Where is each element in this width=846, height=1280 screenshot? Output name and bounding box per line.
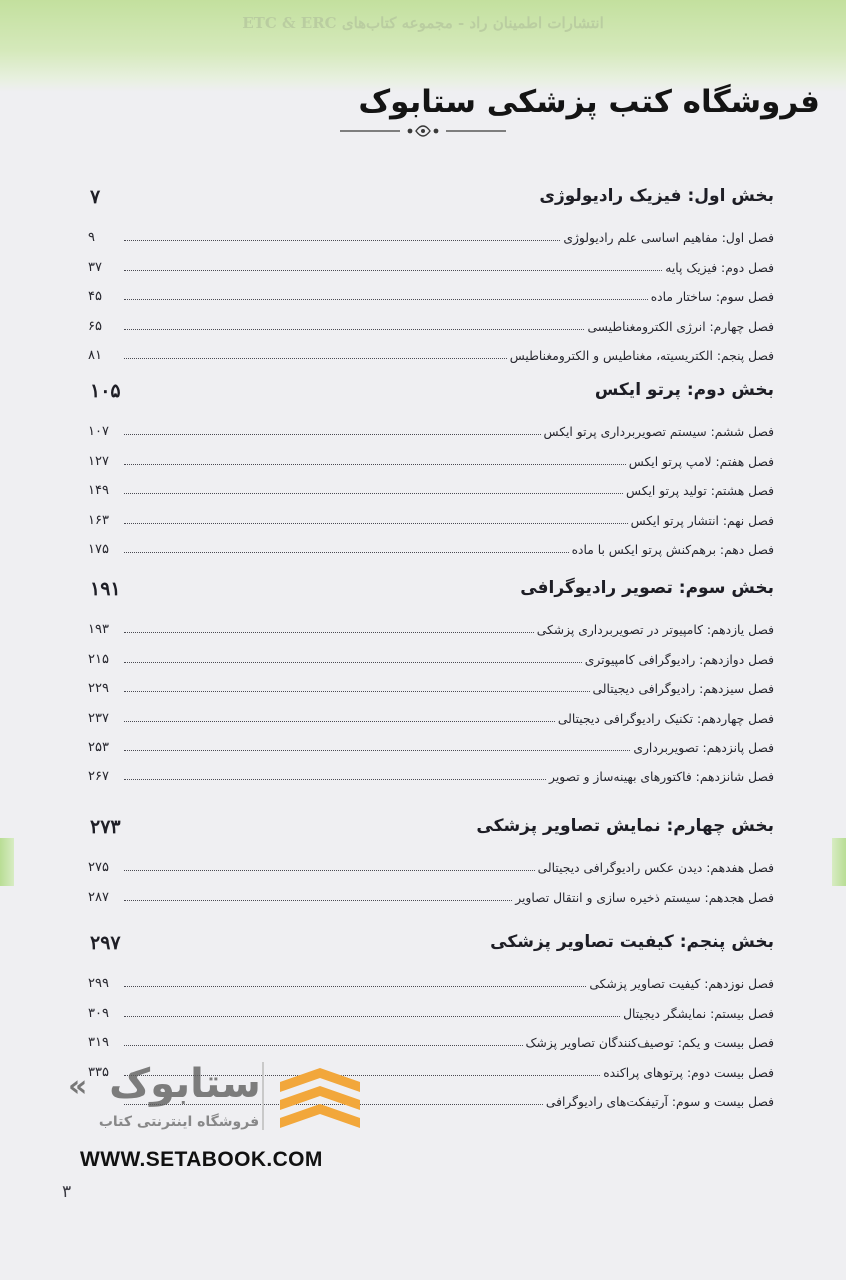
dot-leader <box>124 523 628 524</box>
logo-divider <box>262 1062 264 1130</box>
chapter-title: فصل هجدهم: سیستم ذخیره سازی و انتقال تصاویر <box>515 890 774 905</box>
chapter-page-number: ۱۶۳ <box>88 512 109 528</box>
page-number: ۳ <box>62 1182 72 1202</box>
side-tab-left <box>0 838 14 886</box>
chapter-title: فصل بیست دوم: پرتوهای پراکنده <box>603 1065 774 1080</box>
dot-leader <box>124 329 584 330</box>
chapter-title: فصل پانزدهم: تصویربرداری <box>633 740 774 755</box>
chapter-title: فصل نوزدهم: کیفیت تصاویر پزشکی <box>589 977 774 992</box>
double-chevron-icon: « <box>68 1069 88 1104</box>
chapter-page-number: ۴۵ <box>88 289 102 305</box>
dot-leader <box>124 900 512 901</box>
chapter-title: فصل دهم: برهم‌کنش پرتو ایکس با ماده <box>571 542 774 557</box>
toc-part-4 <box>88 816 774 905</box>
part-title: بخش دوم: پرتو ایکس <box>594 380 774 400</box>
chapter-page-number: ۱۹۳ <box>88 622 109 638</box>
chapter-page-number: ۸۱ <box>88 347 102 363</box>
chapter-page-number: ۲۲۹ <box>88 681 109 697</box>
part-page-number: ۱۰۵ <box>90 380 121 402</box>
dot-leader <box>124 779 546 780</box>
chapter-page-number: ۱۷۵ <box>88 541 109 557</box>
chapter-title: فصل چهارم: انرژی الکترومغناطیسی <box>587 319 774 334</box>
part-title: بخش اول: فیزیک رادیولوژی <box>539 186 774 206</box>
part-heading[interactable] <box>88 578 774 608</box>
toc-chapter-row[interactable] <box>88 439 774 468</box>
toc-chapter-row[interactable] <box>88 1021 774 1050</box>
dot-leader <box>124 870 535 871</box>
chapter-page-number: ۲۶۷ <box>88 769 109 785</box>
toc-chapter-row[interactable] <box>88 334 774 363</box>
chapter-page-number: ۳۰۹ <box>88 1005 109 1021</box>
chapter-page-number: ۲۳۷ <box>88 710 109 726</box>
toc-chapter-row[interactable] <box>88 245 774 274</box>
chapter-page-number: ۳۱۹ <box>88 1035 109 1051</box>
toc-chapter-row[interactable] <box>88 696 774 725</box>
dot-leader <box>124 299 648 300</box>
chapter-title: فصل پنجم: الکتریسیته، مغناطیس و الکترومغناطیس <box>509 348 774 363</box>
part-heading[interactable] <box>88 816 774 846</box>
toc-chapter-row[interactable] <box>88 726 774 755</box>
chapter-title: فصل هشتم: تولید پرتو ایکس <box>626 484 774 499</box>
toc-part-2 <box>88 380 774 557</box>
dot-leader <box>124 358 507 359</box>
toc-chapter-row[interactable] <box>88 846 774 875</box>
chapter-title: فصل اول: مفاهیم اساسی علم رادیولوژی <box>563 231 774 246</box>
chapter-title: فصل یازدهم: کامپیوتر در تصویربرداری پزشکی <box>536 623 774 638</box>
part-title: بخش سوم: تصویر رادیوگرافی <box>520 578 774 598</box>
toc-chapter-row[interactable] <box>88 991 774 1020</box>
logo-url[interactable]: WWW.SETABOOK.COM <box>80 1148 323 1171</box>
toc-part-3 <box>88 578 774 784</box>
chapter-page-number: ۳۳۵ <box>88 1064 109 1080</box>
store-title: فروشگاه کتب پزشکی ستابوک <box>358 84 820 120</box>
logo-wordmark: ستابوک <box>109 1061 261 1107</box>
dot-leader <box>124 1045 523 1046</box>
chapter-title: فصل بیست و سوم: آرتیفکت‌های رادیوگرافی <box>545 1094 774 1109</box>
dot-leader <box>124 662 582 663</box>
toc-part-1 <box>88 186 774 363</box>
chapter-title: فصل هفدهم: دیدن عکس رادیوگرافی دیجیتالی <box>537 861 774 876</box>
toc-chapter-row[interactable] <box>88 875 774 904</box>
part-page-number: ۱۹۱ <box>90 578 121 600</box>
chapter-page-number: ۲۱۵ <box>88 651 109 667</box>
book-stack-icon <box>274 1064 366 1134</box>
setabook-logo[interactable] <box>68 1058 368 1198</box>
chapter-title: فصل دوم: فیزیک پایه <box>665 260 774 275</box>
dot-leader <box>124 464 626 465</box>
toc-chapter-row[interactable] <box>88 498 774 527</box>
chapter-page-number: ۹ <box>88 230 95 246</box>
part-page-number: ۷ <box>90 186 101 208</box>
toc-chapter-row[interactable] <box>88 755 774 784</box>
toc-chapter-row[interactable] <box>88 667 774 696</box>
toc-chapter-row[interactable] <box>88 962 774 991</box>
chapter-title: فصل شانزدهم: فاکتورهای بهینه‌ساز و تصویر <box>549 770 774 785</box>
part-heading[interactable] <box>88 186 774 216</box>
chapter-page-number: ۲۹۹ <box>88 976 109 992</box>
chapter-title: فصل نهم: انتشار پرتو ایکس <box>630 513 774 528</box>
chapter-page-number: ۳۷ <box>88 259 102 275</box>
toc-chapter-row[interactable] <box>88 410 774 439</box>
chapter-title: فصل بیستم: نمایشگر دیجیتال <box>623 1006 774 1021</box>
toc-chapter-row[interactable] <box>88 304 774 333</box>
toc-chapter-row[interactable] <box>88 216 774 245</box>
dot-leader <box>124 1016 620 1017</box>
dot-leader <box>124 493 623 494</box>
chapter-page-number: ۲۸۷ <box>88 889 109 905</box>
logo-subtitle: فروشگاه اینترنتی کتاب <box>98 1114 260 1130</box>
dot-leader <box>124 986 586 987</box>
ornament-divider-icon <box>338 120 508 142</box>
toc-chapter-row[interactable] <box>88 637 774 666</box>
part-page-number: ۲۹۷ <box>90 932 121 954</box>
chapter-title: فصل بیست و یکم: توصیف‌کنندگان تصاویر پزشک <box>525 1036 774 1051</box>
dot-leader <box>124 240 560 241</box>
chapter-title: فصل سوم: ساختار ماده <box>650 290 774 305</box>
toc-chapter-row[interactable] <box>88 469 774 498</box>
publisher-header: انتشارات اطمینان راد - مجموعه کتاب‌های ETC & ERC <box>242 14 604 32</box>
chapter-title: فصل ششم: سیستم تصویربرداری پرتو ایکس <box>543 425 774 440</box>
toc-chapter-row[interactable] <box>88 275 774 304</box>
chapter-page-number: ۱۲۷ <box>88 453 109 469</box>
side-tab-right <box>832 838 846 886</box>
chapter-page-number: ۱۰۷ <box>88 424 109 440</box>
toc-chapter-row[interactable] <box>88 528 774 557</box>
dot-leader <box>124 434 541 435</box>
dot-leader <box>124 552 569 553</box>
chapter-title: فصل چهاردهم: تکنیک رادیوگرافی دیجیتالی <box>557 711 774 726</box>
chapter-page-number: ۶۵ <box>88 318 102 334</box>
part-title: بخش پنجم: کیفیت تصاویر پزشکی <box>490 932 774 952</box>
part-title: بخش چهارم: نمایش تصاویر پزشکی <box>476 816 774 836</box>
dot-leader <box>124 632 534 633</box>
chapter-title: فصل دوازدهم: رادیوگرافی کامپیوتری <box>584 652 774 667</box>
chapter-page-number: ۲۵۳ <box>88 739 109 755</box>
chapter-page-number: ۱۴۹ <box>88 483 109 499</box>
dot-leader <box>124 270 662 271</box>
dot-leader <box>124 750 630 751</box>
toc-chapter-row[interactable] <box>88 608 774 637</box>
part-page-number: ۲۷۳ <box>90 816 121 838</box>
part-heading[interactable] <box>88 380 774 410</box>
dot-leader <box>124 721 555 722</box>
chapter-title: فصل سیزدهم: رادیوگرافی دیجیتالی <box>592 682 774 697</box>
part-heading[interactable] <box>88 932 774 962</box>
dot-leader <box>124 691 590 692</box>
chapter-title: فصل هفتم: لامپ پرتو ایکس <box>628 454 774 469</box>
chapter-page-number: ۲۷۵ <box>88 860 109 876</box>
